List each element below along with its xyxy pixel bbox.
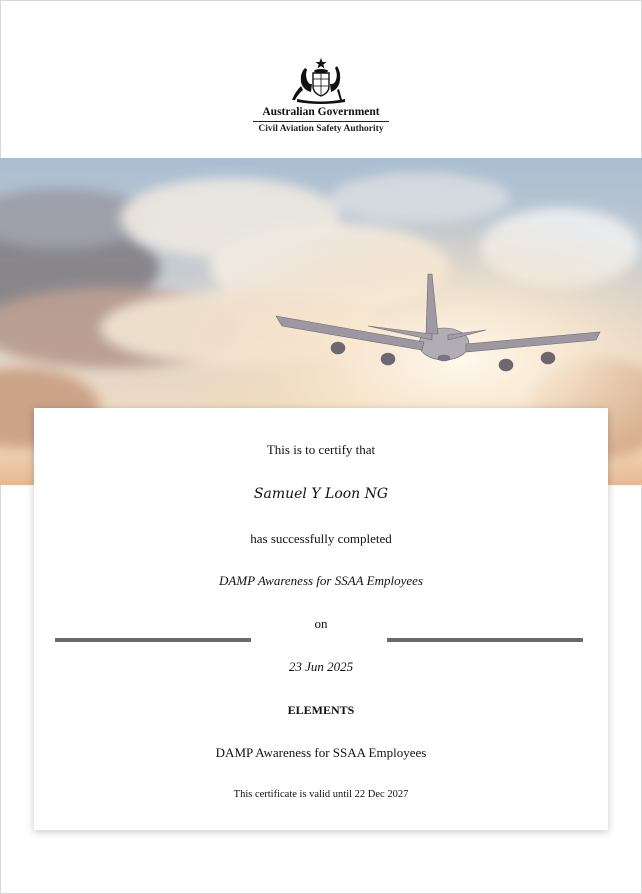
course-title: DAMP Awareness for SSAA Employees bbox=[219, 573, 423, 588]
header-divider bbox=[253, 121, 389, 122]
authority-name: Civil Aviation Safety Authority bbox=[258, 124, 384, 134]
on-text: on bbox=[314, 616, 328, 631]
validity-statement: This certificate is valid until 22 Dec 2027 bbox=[233, 789, 409, 800]
divider-right bbox=[387, 638, 583, 642]
recipient-name: Samuel Y Loon NG bbox=[253, 486, 389, 502]
certificate-header bbox=[0, 0, 642, 158]
completion-date: 23 Jun 2025 bbox=[288, 659, 354, 674]
element-item: DAMP Awareness for SSAA Employees bbox=[215, 745, 427, 760]
completed-text: has successfully completed bbox=[250, 531, 392, 546]
divider-left bbox=[55, 638, 251, 642]
certify-intro: This is to certify that bbox=[266, 442, 376, 457]
elements-heading: ELEMENTS bbox=[287, 703, 355, 717]
coat-of-arms-icon bbox=[289, 56, 353, 104]
government-title: Australian Government bbox=[262, 106, 380, 118]
